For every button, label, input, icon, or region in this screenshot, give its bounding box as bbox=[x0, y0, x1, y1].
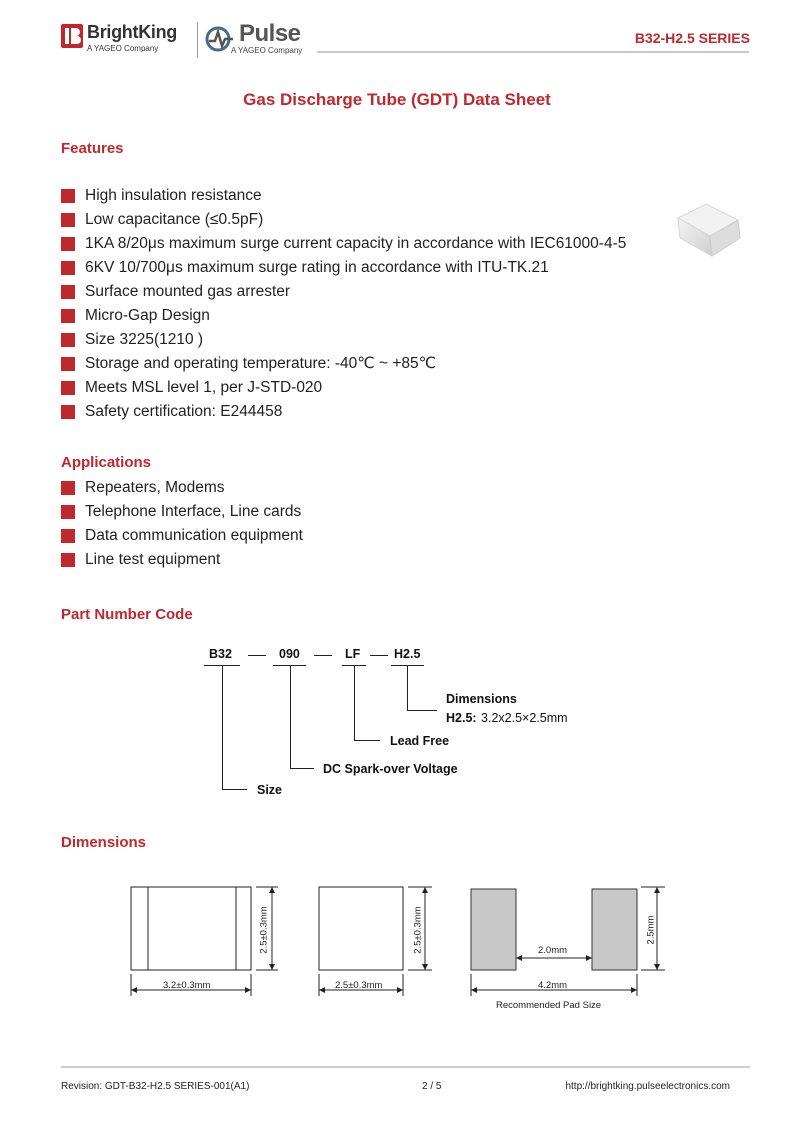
header-rule bbox=[317, 51, 749, 53]
side-height-label: 2.5±0.3mm bbox=[258, 906, 270, 954]
list-item: Safety certification: E244458 bbox=[61, 400, 626, 424]
leader-line bbox=[290, 768, 314, 769]
list-item: Micro-Gap Design bbox=[61, 304, 626, 328]
leader-line bbox=[290, 665, 291, 769]
bullet-square-icon bbox=[61, 529, 75, 543]
brightking-mark-icon bbox=[61, 24, 83, 48]
code-dash bbox=[370, 655, 388, 656]
bullet-square-icon bbox=[61, 213, 75, 227]
size-label: Size bbox=[257, 783, 283, 797]
bullet-square-icon bbox=[61, 261, 75, 275]
series-label: B32-H2.5 SERIES bbox=[634, 30, 750, 46]
code-dash bbox=[248, 655, 266, 656]
list-item: 6KV 10/700μs maximum surge rating in accordance with ITU-TK.21 bbox=[61, 256, 626, 280]
list-item: Telephone Interface, Line cards bbox=[61, 500, 303, 524]
bullet-square-icon bbox=[61, 481, 75, 495]
applications-list bbox=[61, 476, 303, 572]
document-title: Gas Discharge Tube (GDT) Data Sheet bbox=[243, 90, 551, 109]
footer-url[interactable]: http://brightking.pulseelectronics.com bbox=[565, 1081, 730, 1092]
brightking-name: BrightKing bbox=[87, 22, 177, 42]
leader-line bbox=[407, 665, 408, 711]
dimensions-heading: Dimensions bbox=[61, 834, 147, 851]
dc-spark-label: DC Spark-over Voltage bbox=[323, 762, 458, 776]
list-item: 1KA 8/20μs maximum surge current capacity in accordance with IEC61000-4-5 bbox=[61, 232, 626, 256]
list-item: Size 3225(1210 ) bbox=[61, 328, 626, 352]
leader-line bbox=[222, 789, 247, 790]
bullet-square-icon bbox=[61, 553, 75, 567]
bullet-square-icon bbox=[61, 237, 75, 251]
component-image bbox=[672, 196, 746, 260]
dimensions-detail: H2.5: 3.2x2.5×2.5mm bbox=[446, 711, 568, 725]
dimensions-label: Dimensions bbox=[446, 692, 517, 706]
side-width-label: 3.2±0.3mm bbox=[163, 980, 211, 991]
list-item: Meets MSL level 1, per J-STD-020 bbox=[61, 376, 626, 400]
list-item: Storage and operating temperature: -40℃ ~ +85℃ bbox=[61, 352, 626, 376]
features-heading: Features bbox=[61, 140, 124, 157]
code-leadfree: LF bbox=[345, 647, 361, 661]
pulse-subtitle: A YAGEO Company bbox=[231, 46, 303, 55]
lead-free-label: Lead Free bbox=[390, 734, 450, 748]
pad-right bbox=[592, 889, 637, 970]
end-width-label: 2.5±0.3mm bbox=[335, 980, 383, 991]
list-item: Data communication equipment bbox=[61, 524, 303, 548]
end-height-label: 2.5±0.3mm bbox=[412, 906, 424, 954]
bullet-square-icon bbox=[61, 309, 75, 323]
brightking-subtitle: A YAGEO Company bbox=[87, 44, 159, 53]
list-item: Low capacitance (≤0.5pF) bbox=[61, 208, 626, 232]
list-item: Surface mounted gas arrester bbox=[61, 280, 626, 304]
bullet-square-icon bbox=[61, 357, 75, 371]
list-item: Repeaters, Modems bbox=[61, 476, 303, 500]
part-number-heading: Part Number Code bbox=[61, 606, 193, 623]
code-voltage: 090 bbox=[279, 647, 300, 661]
bullet-square-icon bbox=[61, 333, 75, 347]
bullet-square-icon bbox=[61, 189, 75, 203]
pad-caption: Recommended Pad Size bbox=[496, 1000, 602, 1011]
pad-total-label: 4.2mm bbox=[538, 980, 568, 991]
logo-divider bbox=[197, 22, 198, 58]
code-size: B32 bbox=[209, 647, 232, 661]
pad-height-label: 2.5mm bbox=[645, 915, 657, 945]
pad-left bbox=[471, 889, 516, 970]
leader-line bbox=[222, 665, 223, 790]
code-dash bbox=[314, 655, 332, 656]
leader-line bbox=[354, 740, 380, 741]
pad-gap-label: 2.0mm bbox=[538, 945, 568, 956]
code-dimensions: H2.5 bbox=[394, 647, 421, 661]
list-item: Line test equipment bbox=[61, 548, 303, 572]
footer-revision: Revision: GDT-B32-H2.5 SERIES-001(A1) bbox=[61, 1081, 250, 1092]
leader-line bbox=[354, 665, 355, 741]
bullet-square-icon bbox=[61, 505, 75, 519]
pulse-name: Pulse bbox=[239, 20, 301, 47]
bullet-square-icon bbox=[61, 405, 75, 419]
bullet-square-icon bbox=[61, 381, 75, 395]
leader-line bbox=[407, 710, 437, 711]
applications-heading: Applications bbox=[61, 454, 152, 471]
bullet-square-icon bbox=[61, 285, 75, 299]
list-item: High insulation resistance bbox=[61, 184, 626, 208]
features-list bbox=[61, 184, 626, 424]
footer-rule bbox=[61, 1066, 750, 1068]
footer-page-number: 2 / 5 bbox=[422, 1081, 442, 1092]
